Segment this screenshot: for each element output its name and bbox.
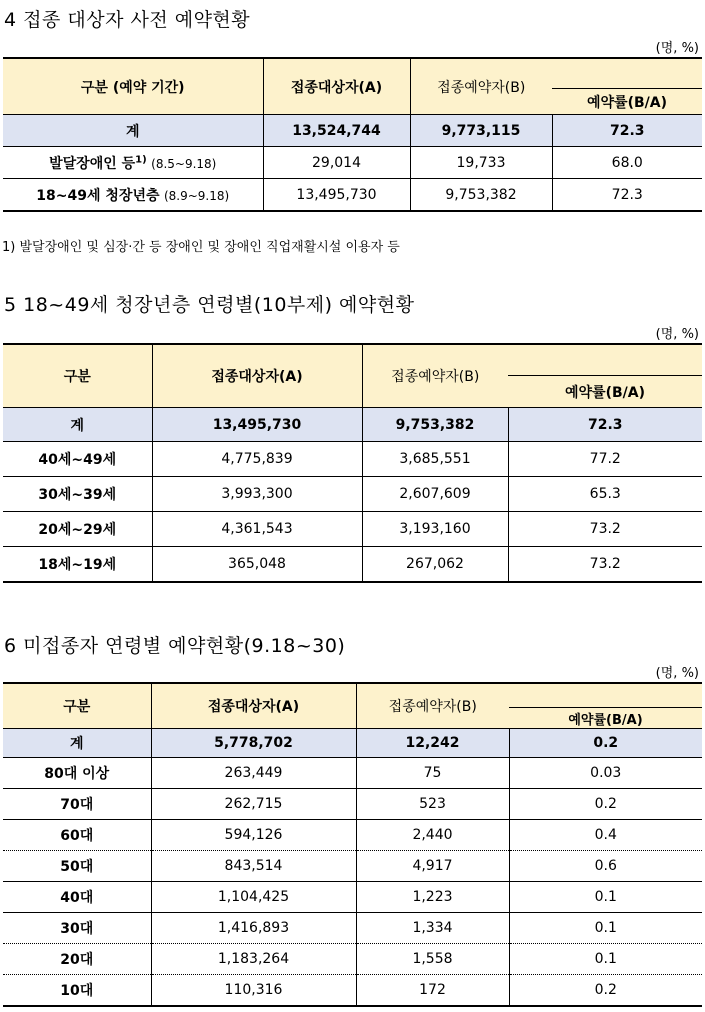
- section-4-title: 4 접종 대상자 사전 예약현황: [4, 9, 251, 31]
- row-booked: 3,193,160: [362, 512, 508, 547]
- total-row: [3, 408, 702, 442]
- header-booked: 접종예약자(B): [362, 344, 508, 408]
- total-target: 13,524,744: [263, 115, 410, 147]
- header-rate: 예약률(B/A): [508, 376, 702, 408]
- row-target: 1,416,893: [151, 913, 356, 944]
- row-rate: 0.2: [509, 789, 702, 820]
- total-booked: 9,773,115: [410, 115, 552, 147]
- table-row: [3, 758, 702, 789]
- section-6-title: 6 미접종자 연령별 예약현황(9.18~30): [4, 635, 346, 657]
- section-5-title: 5 18~49세 청장년층 연령별(10부제) 예약현황: [4, 294, 415, 316]
- row-label: 60대: [3, 820, 151, 851]
- section-4-footnote: 1) 발달장애인 및 심장·간 등 장애인 및 장애인 직업재활시설 이용자 등: [2, 240, 400, 255]
- header-booked-ext: [552, 58, 702, 89]
- row-label: 80대 이상: [3, 758, 151, 789]
- row-label: 30대: [3, 913, 151, 944]
- row-label: 40세~49세: [3, 442, 152, 477]
- row-rate: 73.2: [508, 512, 702, 547]
- row-booked: 3,685,551: [362, 442, 508, 477]
- row-booked: 19,733: [410, 147, 552, 179]
- table-row: [3, 179, 702, 212]
- table-row: [3, 975, 702, 1007]
- table-row: [3, 851, 702, 882]
- row-booked: 1,334: [356, 913, 509, 944]
- row-target: 4,361,543: [152, 512, 362, 547]
- section-6-unit: (명, %): [655, 666, 699, 681]
- row-target: 843,514: [151, 851, 356, 882]
- header-category: 구분: [3, 344, 152, 408]
- section-5-table: [3, 343, 702, 583]
- section-4-unit: (명, %): [655, 41, 699, 56]
- row-period: (8.9~9.18): [163, 188, 230, 203]
- row-target: 29,014: [263, 147, 410, 179]
- header-target: 접종대상자(A): [152, 344, 362, 408]
- row-rate: 0.4: [509, 820, 702, 851]
- table-row: [3, 442, 702, 477]
- row-target: 1,183,264: [151, 944, 356, 975]
- row-rate: 72.3: [552, 179, 702, 212]
- table-row: [3, 477, 702, 512]
- row-target: 594,126: [151, 820, 356, 851]
- row-booked: 1,558: [356, 944, 509, 975]
- row-label-text: 18~49세 청장년층: [36, 187, 160, 204]
- row-booked: 1,223: [356, 882, 509, 913]
- table-row: [3, 547, 702, 583]
- row-booked: 172: [356, 975, 509, 1007]
- total-booked: 9,753,382: [362, 408, 508, 442]
- table-row: [3, 944, 702, 975]
- header-category: 구분 (예약 기간): [3, 58, 263, 115]
- row-rate: 0.2: [509, 975, 702, 1007]
- header-rate: 예약률(B/A): [552, 89, 702, 115]
- row-booked: 2,440: [356, 820, 509, 851]
- total-label: 계: [3, 729, 151, 758]
- total-rate: 72.3: [552, 115, 702, 147]
- table-row: [3, 882, 702, 913]
- header-booked: 접종예약자(B): [410, 58, 552, 115]
- row-label: 10대: [3, 975, 151, 1007]
- row-label: [3, 147, 263, 179]
- row-rate: 0.1: [509, 944, 702, 975]
- table-row: [3, 147, 702, 179]
- header-target: 접종대상자(A): [151, 683, 356, 729]
- total-label: 계: [3, 115, 263, 147]
- row-label: 50대: [3, 851, 151, 882]
- row-rate: 77.2: [508, 442, 702, 477]
- total-target: 13,495,730: [152, 408, 362, 442]
- table-row: [3, 820, 702, 851]
- row-rate: 0.03: [509, 758, 702, 789]
- row-label: [3, 179, 263, 212]
- row-target: 263,449: [151, 758, 356, 789]
- table-row: [3, 789, 702, 820]
- row-booked: 267,062: [362, 547, 508, 583]
- row-booked: 75: [356, 758, 509, 789]
- header-rate: 예약률(B/A): [509, 708, 702, 729]
- header-booked-ext: [509, 683, 702, 708]
- section-4-table: [3, 57, 702, 212]
- row-booked: 2,607,609: [362, 477, 508, 512]
- row-period: (8.5~9.18): [151, 156, 217, 171]
- row-target: 110,316: [151, 975, 356, 1007]
- row-booked: 9,753,382: [410, 179, 552, 212]
- row-rate: 68.0: [552, 147, 702, 179]
- row-target: 262,715: [151, 789, 356, 820]
- total-label: 계: [3, 408, 152, 442]
- row-booked: 4,917: [356, 851, 509, 882]
- table-row: [3, 913, 702, 944]
- row-target: 365,048: [152, 547, 362, 583]
- row-rate: 65.3: [508, 477, 702, 512]
- total-target: 5,778,702: [151, 729, 356, 758]
- row-label: 20대: [3, 944, 151, 975]
- header-booked: 접종예약자(B): [356, 683, 509, 729]
- table-row: [3, 512, 702, 547]
- row-target: 3,993,300: [152, 477, 362, 512]
- total-rate: 0.2: [509, 729, 702, 758]
- row-rate: 0.1: [509, 913, 702, 944]
- total-row: [3, 729, 702, 758]
- header-target: 접종대상자(A): [263, 58, 410, 115]
- total-booked: 12,242: [356, 729, 509, 758]
- section-6-table: [3, 682, 702, 1007]
- row-rate: 0.1: [509, 882, 702, 913]
- row-rate: 73.2: [508, 547, 702, 583]
- row-target: 13,495,730: [263, 179, 410, 212]
- row-target: 4,775,839: [152, 442, 362, 477]
- row-label: 20세~29세: [3, 512, 152, 547]
- total-row: [3, 115, 702, 147]
- row-label-text: 발달장애인 등: [49, 155, 136, 172]
- row-label: 40대: [3, 882, 151, 913]
- row-booked: 523: [356, 789, 509, 820]
- total-rate: 72.3: [508, 408, 702, 442]
- row-label: 30세~39세: [3, 477, 152, 512]
- header-category: 구분: [3, 683, 151, 729]
- header-booked-ext: [508, 344, 702, 376]
- row-target: 1,104,425: [151, 882, 356, 913]
- footnote-marker: 1): [135, 153, 147, 165]
- row-label: 70대: [3, 789, 151, 820]
- row-rate: 0.6: [509, 851, 702, 882]
- section-5-unit: (명, %): [655, 327, 699, 342]
- row-label: 18세~19세: [3, 547, 152, 583]
